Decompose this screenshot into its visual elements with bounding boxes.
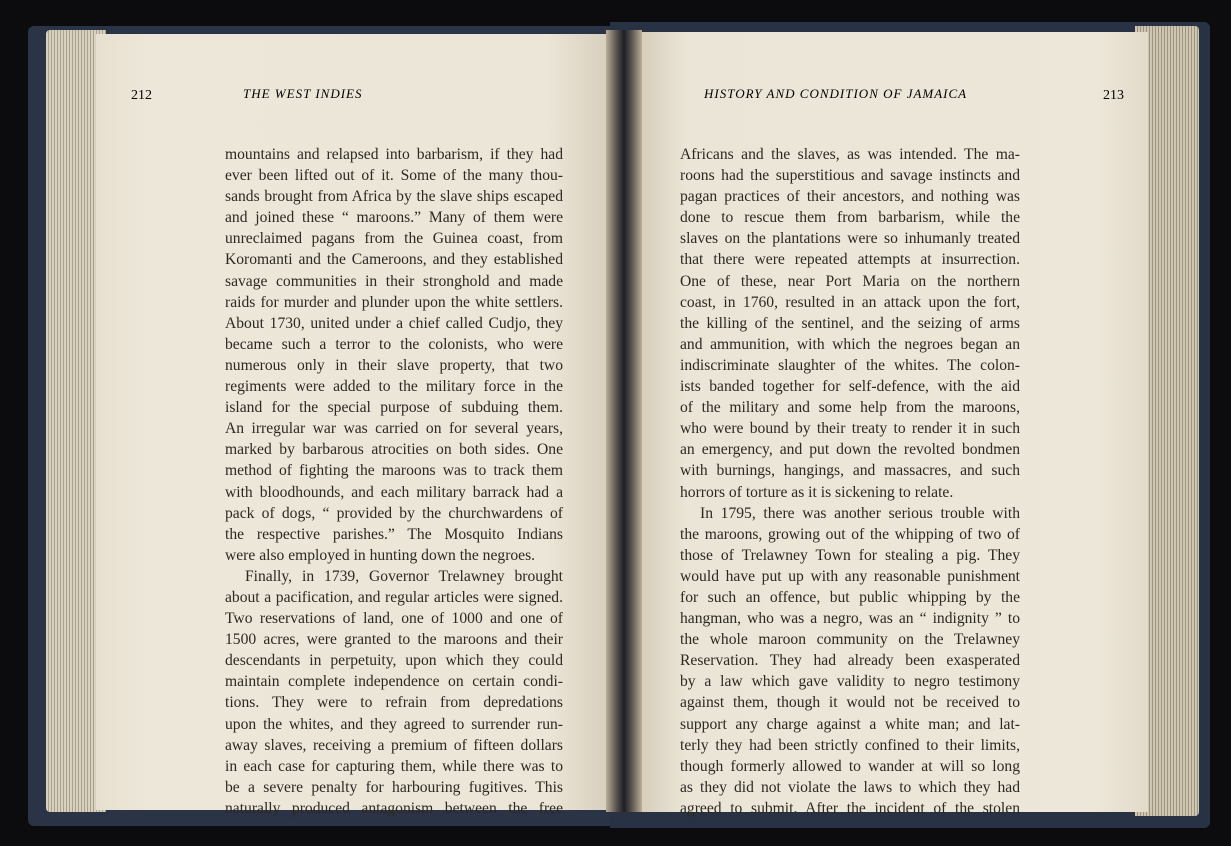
text-line: sands brought from Africa by the slave ships escaped (225, 188, 563, 206)
text-line: were also employed in hunting down the negroes. (225, 546, 536, 564)
text-line: maintain complete independence on certain condi- (225, 673, 563, 691)
text-line: support any charge against a white man; and lat- (680, 715, 1020, 733)
text-line: became such a terror to the colonists, who were (225, 335, 563, 353)
left-running-title: THE WEST INDIES (243, 86, 363, 101)
right-page-number: 213 (1103, 88, 1124, 103)
text-line: done to rescue them from barbarism, while the (680, 209, 1020, 227)
text-line: against them, though it would not be received to (680, 694, 1020, 712)
text-line: an emergency, and put down the revolted bondmen (680, 441, 1020, 459)
text-line: unreclaimed pagans from the Guinea coast, from (225, 230, 563, 248)
text-line: for such an offence, but public whipping by the (680, 588, 1020, 606)
text-line: with burnings, hangings, and massacres, and such (680, 462, 1020, 480)
text-line: ists banded together for self-defence, with the aid (680, 378, 1020, 396)
text-line: One of these, near Port Maria on the northern (680, 272, 1020, 290)
text-line: by a law which gave validity to negro testimony (680, 673, 1020, 691)
text-line: island for the special purpose of subduing them. (225, 399, 563, 417)
book-gutter (606, 30, 642, 812)
text-line: numerous only in their slave property, that two (225, 356, 563, 374)
text-line: Koromanti and the Cameroons, and they established (225, 251, 563, 269)
text-line: and ammunition, with which the negroes began an (680, 335, 1020, 353)
text-line: though formerly allowed to wander at will so long (680, 757, 1020, 775)
text-line: pagan practices of their ancestors, and nothing was (680, 188, 1020, 206)
left-page-number: 212 (131, 88, 152, 103)
text-line: agreed to submit. After the incident of the stolen (680, 799, 1020, 817)
text-line: roons had the superstitious and savage instincts and (680, 167, 1020, 185)
text-line: descendants in perpetuity, upon which they could (225, 652, 563, 670)
text-line: coast, in 1760, resulted in an attack upon the fort, (680, 293, 1020, 311)
text-line: of the military and some help from the maroons, (680, 399, 1020, 417)
text-line: terly they had been strictly confined to their limits, (680, 736, 1020, 754)
text-line: as they did not violate the laws to which they had (680, 778, 1020, 796)
text-line: raids for murder and plunder upon the white settlers. (225, 293, 563, 311)
text-line: in each case for capturing them, while there was to (225, 757, 563, 775)
text-line: be a severe penalty for harbouring fugitives. This (225, 778, 563, 796)
text-line: Two reservations of land, one of 1000 and one of (225, 610, 563, 628)
text-line: In 1795, there was another serious trouble with (700, 504, 1020, 522)
text-line: Reservation. They had already been exasperated (680, 652, 1020, 670)
text-line: An irregular war was carried on for several years, (225, 420, 563, 438)
text-line: the whole maroon community on the Trelawney (680, 631, 1020, 649)
text-line: mountains and relapsed into barbarism, if they had (225, 146, 563, 163)
text-line: indiscriminate slaughter of the whites. The colon- (680, 356, 1020, 374)
text-line: naturally produced antagonism between the free (225, 799, 563, 817)
text-line: those of Trelawney Town for stealing a pig. They (680, 546, 1020, 564)
text-line: that there were repeated attempts at insurrection. (680, 251, 1020, 269)
text-line: regiments were added to the military force in the (225, 378, 563, 396)
text-line: the maroons, growing out of the whipping of two of (680, 525, 1020, 543)
text-line: with bloodhounds, and each military barrack had a (225, 483, 563, 501)
text-line: away slaves, receiving a premium of fifteen dollars (225, 736, 563, 754)
right-page-body (680, 144, 1020, 819)
text-line: the respective parishes.” The Mosquito Indians (225, 525, 563, 543)
right-running-title: HISTORY AND CONDITION OF JAMAICA (704, 86, 968, 101)
text-line: would have put up with any reasonable punishment (680, 567, 1020, 585)
left-running-head (131, 86, 603, 106)
text-line: the killing of the sentinel, and the seizing of arms (680, 314, 1020, 332)
text-line: slaves on the plantations were so inhumanly treated (680, 230, 1020, 248)
text-line: Finally, in 1739, Governor Trelawney brought (245, 567, 563, 585)
text-line: horrors of torture as it is sickening to relate. (680, 483, 954, 501)
left-page-body (225, 144, 563, 819)
text-line: hangman, who was a negro, was an “ indignity ” to (680, 610, 1020, 628)
text-line: about a pacification, and regular articles were signed. (225, 588, 563, 606)
text-line: ever been lifted out of it. Some of the many thou- (225, 167, 563, 185)
text-line: About 1730, united under a chief called Cudjo, they (225, 314, 563, 332)
text-line: savage communities in their stronghold and made (225, 272, 563, 290)
text-line: Africans and the slaves, as was intended. The ma- (680, 146, 1020, 163)
text-line: method of fighting the maroons was to track them (225, 462, 563, 480)
text-line: who were bound by their treaty to render it in such (680, 420, 1020, 438)
text-line: upon the whites, and they agreed to surrender run- (225, 715, 563, 733)
right-running-head (704, 86, 1124, 106)
text-line: pack of dogs, “ provided by the churchwardens of (225, 504, 563, 522)
text-line: and joined these “ maroons.” Many of them were (225, 209, 563, 227)
text-line: tions. They were to refrain from depredations (225, 694, 563, 712)
text-line: 1500 acres, were granted to the maroons and their (225, 631, 563, 649)
text-line: marked by barbarous atrocities on both sides. One (225, 441, 563, 459)
